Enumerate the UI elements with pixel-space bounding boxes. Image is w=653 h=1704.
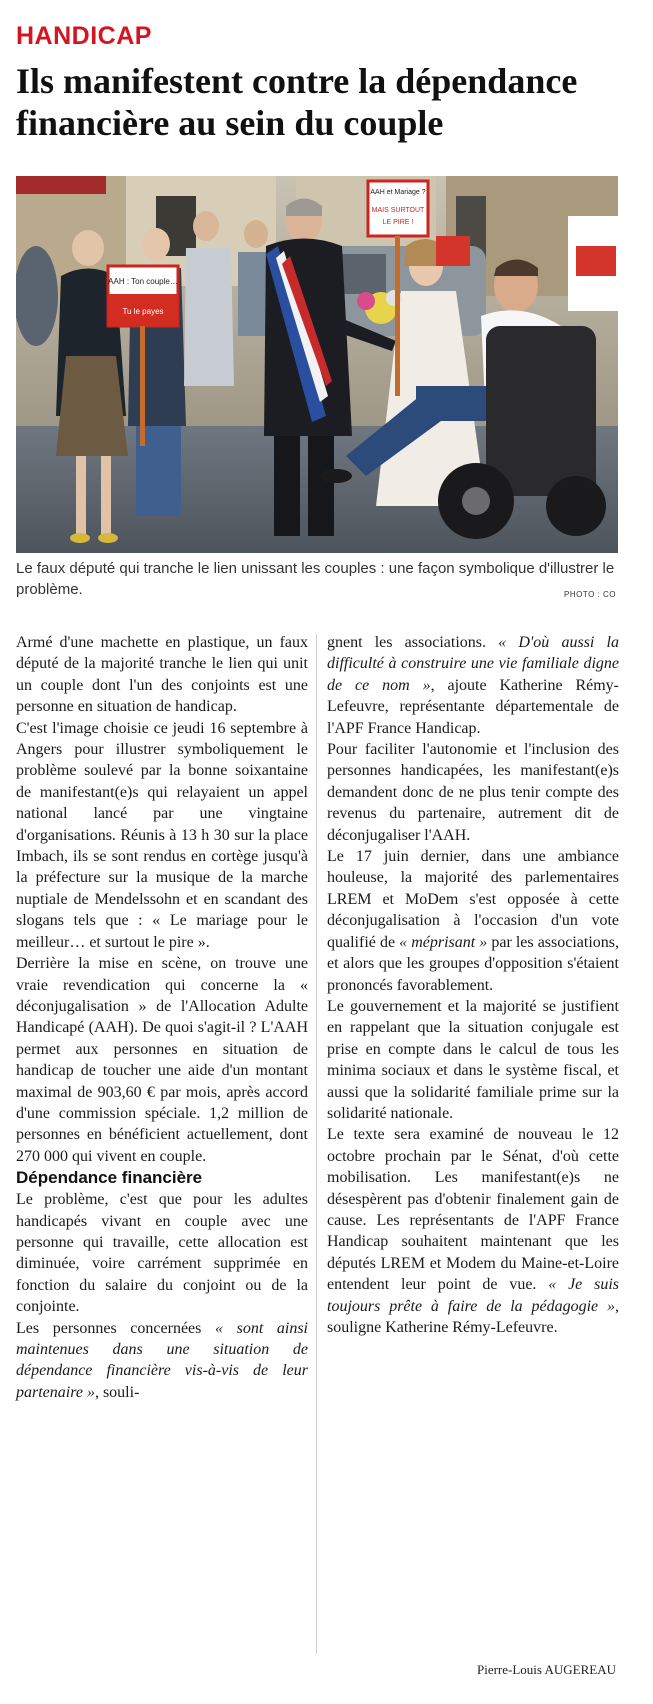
photo-caption: Le faux député qui tranche le lien unissant les couples : une façon symbolique d'illustrer le problème.	[16, 560, 615, 598]
article-column-2	[327, 632, 619, 1338]
sign-center-line1: AAH et Mariage ?	[370, 189, 426, 196]
paragraph	[327, 1124, 619, 1338]
quote: « méprisant »	[399, 933, 488, 951]
paragraph: C'est l'image choisie ce jeudi 16 septembre à Angers pour illustrer symboliquement le problème soulevé par la bonne soixantaine de manifestant(e)s qui relayaient un appel national lancé par une vingtaine d'organisations. Réunis à 13 h 30 sur la place Imbach, ils se sont rendus en cortège jusqu'à la préfecture sur la musique de la marche nuptiale de Mendelssohn et en scandant des slogans tels que : « Le mariage pour le meilleur… et surtout le pire ».	[16, 719, 308, 951]
author-byline: Pierre-Louis AUGEREAU	[476, 1662, 616, 1677]
text-run: Le texte sera examiné de nouveau le 12 octobre prochain par le Sénat, d'où cette mobilisation. Les manifestant(e)s ne désespèrent pas d'obtenir finalement gain de cause. Les représentants de l'APF France Handicap souhaitent maintenant que les députés LREM et Modem du Maine-et-Loire entendent leur point de vue.	[327, 1126, 619, 1294]
paragraph	[327, 632, 619, 739]
sign-left-line2: Tu le payes	[122, 307, 164, 316]
text-run: Le 17 juin dernier, dans une ambiance houleuse, la majorité des parlementaires LREM et MoDem s'est opposée à cette déconjugalisation à l'occasion d'un vote qualifié de	[327, 848, 619, 951]
article-photo	[16, 176, 618, 553]
paragraph: Derrière la mise en scène, on trouve une vraie revendication qui concerne la « déconjugalisation » de l'Allocation Adulte Handicapé (AAH). De quoi s'agit-il ? L'AAH permet aux personnes en situation de handicap de toucher une aide d'un montant maximal de 903,60 € par mois, après accord d'une commission spéciale. 1,2 million de personnes en bénéficient actuellement, dont 270 000 qui vivent en couple.	[16, 955, 308, 1165]
paragraph	[16, 1318, 308, 1404]
quote: « sont ainsi maintenues dans une situation de dépendance financière vis-à-vis de leur partenaire »	[16, 1319, 308, 1401]
section-subhead: Dépendance financière	[16, 1168, 203, 1188]
sign-center-line2: MAIS SURTOUT	[371, 207, 425, 214]
paragraph	[327, 846, 619, 996]
text-run: Les personnes concernées	[16, 1319, 215, 1337]
protest-photo-illustration	[16, 176, 618, 553]
quote: « D'où aussi la difficulté à construire une vie familiale digne de ce nom »	[327, 634, 619, 694]
article-headline: Ils manifestent contre la dépendance financière au sein du couple	[16, 61, 578, 143]
sign-left-line1: AAH : Ton couple…	[108, 277, 178, 286]
text-run: gnent les associations.	[327, 634, 499, 651]
photo-credit: PHOTO : CO	[564, 590, 616, 599]
sign-center-line3: LE PIRE !	[382, 219, 414, 226]
quote: « Je suis toujours prête à faire de la pédagogie »	[327, 1276, 619, 1315]
text-run: par les associations, et alors que les groupes d'opposition s'étaient prononcés favorablement.	[327, 933, 620, 994]
column-divider	[316, 634, 317, 1654]
paragraph: Pour faciliter l'autonomie et l'inclusion des personnes handicapées, les manifestant(e)s demandent donc de ne plus tenir compte des revenus du partenaire, autrement dit de déconjugaliser l'AAH.	[327, 741, 619, 844]
text-run: , souli-	[94, 1383, 140, 1401]
paragraph: Le problème, c'est que pour les adultes handicapés vivant en couple avec une personne qui travaille, cette allocation est diminuée, voire carrément supprimée en fonction du salaire du conjoint ou de la conjointe.	[16, 1191, 308, 1316]
paragraph: Armé d'une machette en plastique, un faux député de la majorité tranche le lien qui unit un couple dont l'un des conjoints est une personne en situation de handicap.	[16, 634, 308, 716]
paragraph: Le gouvernement et la majorité se justifient en rappelant que la situation conjugale est prise en compte dans le calcul de tous les minima sociaux et dans le système fiscal, et aussi que la solidarité familiale prime sur la solidarité nationale.	[327, 997, 619, 1122]
article-column-1	[16, 632, 308, 1403]
section-kicker: HANDICAP	[16, 22, 152, 50]
text-run: , souligne Katherine Rémy-Lefeuvre.	[327, 1297, 619, 1336]
text-run: , ajoute Katherine Rémy-Lefeuvre, représentante départementale de l'APF France Handicap.	[327, 676, 620, 737]
